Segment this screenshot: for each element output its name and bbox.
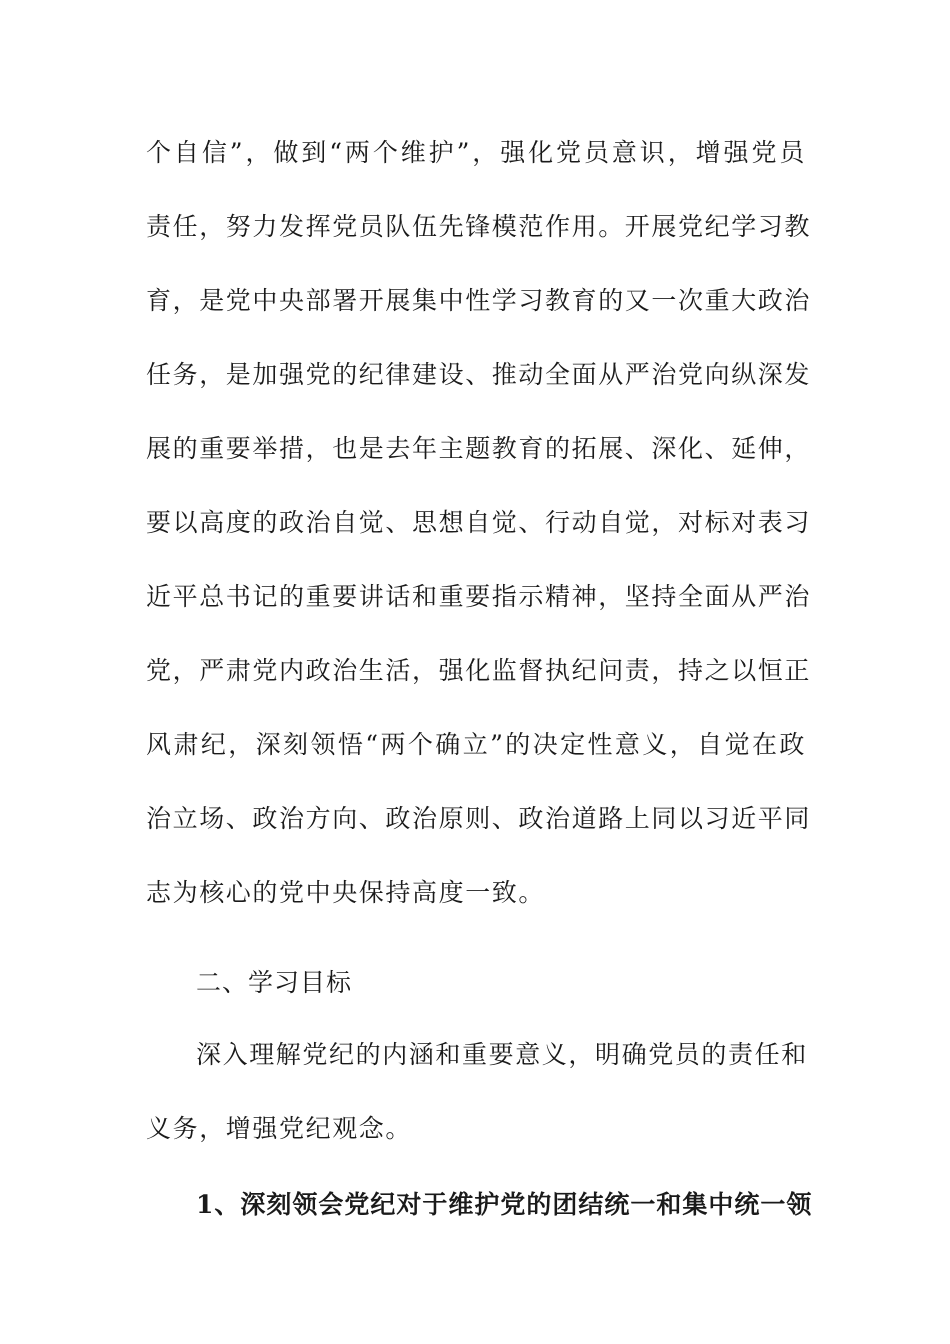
paragraph-line-1: 个自信”，做到“两个维护”，强化党员意识，增强党员 <box>146 138 806 167</box>
paragraph-line-5: 展的重要举措，也是去年主题教育的拓展、深化、延伸， <box>146 434 812 463</box>
paragraph-line-4: 任务，是加强党的纪律建设、推动全面从严治党向纵深发 <box>146 360 812 389</box>
numbered-item-1: 1、深刻领会党纪对于维护党的团结统一和集中统一领 <box>196 1190 813 1219</box>
paragraph-line-9: 风肃纪，深刻领悟“两个确立”的决定性意义，自觉在政 <box>146 730 806 759</box>
paragraph-line-6: 要以高度的政治自觉、思想自觉、行动自觉，对标对表习 <box>146 508 812 537</box>
section-heading: 二、学习目标 <box>196 968 353 997</box>
paragraph-line-2: 责任，努力发挥党员队伍先锋模范作用。开展党纪学习教 <box>146 212 812 241</box>
section-paragraph-line-1: 深入理解党纪的内涵和重要意义，明确党员的责任和 <box>196 1040 808 1069</box>
paragraph-line-7: 近平总书记的重要讲话和重要指示精神，坚持全面从严治 <box>146 582 812 611</box>
paragraph-line-10: 治立场、政治方向、政治原则、政治道路上同以习近平同 <box>146 804 812 833</box>
paragraph-line-3: 育，是党中央部署开展集中性学习教育的又一次重大政治 <box>146 286 812 315</box>
section-paragraph-line-2: 义务，增强党纪观念。 <box>146 1114 413 1143</box>
paragraph-line-8: 党，严肃党内政治生活，强化监督执纪问责，持之以恒正 <box>146 656 812 685</box>
paragraph-line-11: 志为核心的党中央保持高度一致。 <box>146 878 546 907</box>
